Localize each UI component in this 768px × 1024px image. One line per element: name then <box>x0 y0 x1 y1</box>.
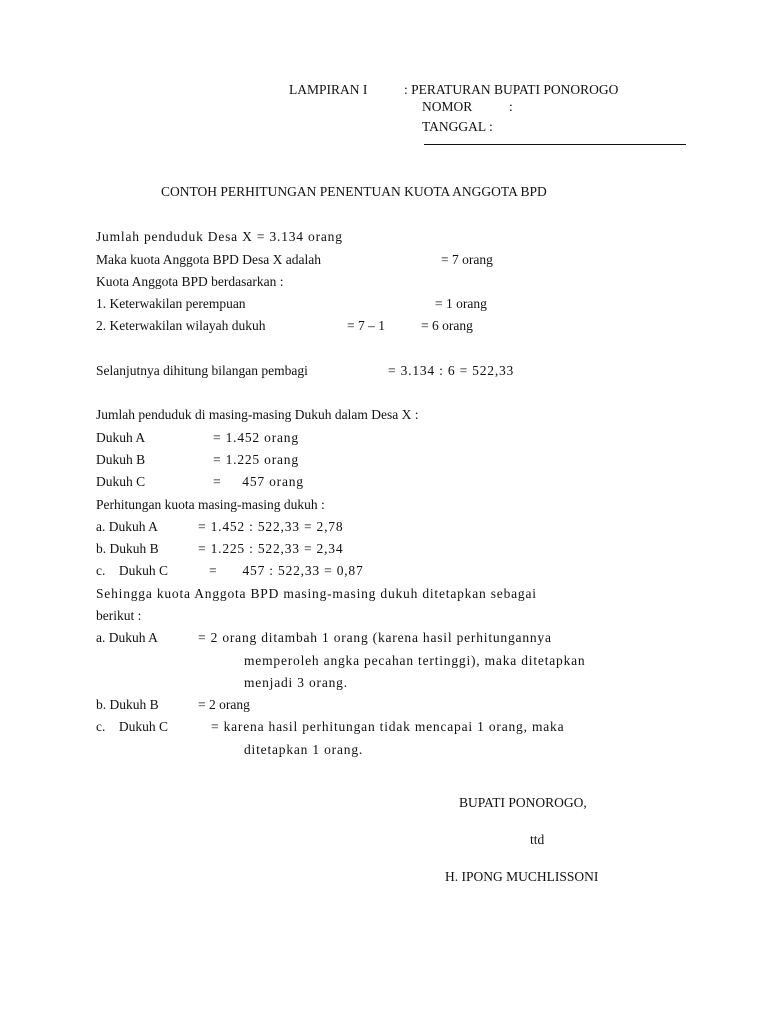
dukuh-c-penduduk: = 457 orang <box>213 474 304 489</box>
penetapan-a-line-2: memperoleh angka pecahan tertinggi), maka ditetapkan <box>244 653 586 668</box>
maka-kuota-label: Maka kuota Anggota BPD Desa X adalah <box>96 252 321 267</box>
perhitungan-b-value: = 1.225 : 522,33 = 2,34 <box>198 541 344 556</box>
signature-name: H. IPONG MUCHLISSONI <box>445 869 599 884</box>
perhitungan-c-value: = 457 : 522,33 = 0,87 <box>209 563 364 578</box>
dukuh-b-label: Dukuh B <box>96 452 146 467</box>
penetapan-a-label: a. Dukuh A <box>96 630 158 645</box>
perhitungan-b-label: b. Dukuh B <box>96 541 159 556</box>
sehingga-line-2: berikut : <box>96 608 142 623</box>
nomor-colon: : <box>509 99 513 114</box>
header-underline <box>424 144 686 145</box>
penetapan-a-line-3: menjadi 3 orang. <box>244 675 348 690</box>
dukuh-a-penduduk: = 1.452 orang <box>213 430 299 445</box>
perhitungan-c-label: c. Dukuh C <box>96 563 168 578</box>
dukuh-b-penduduk: = 1.225 orang <box>213 452 299 467</box>
penetapan-c-line-1: = karena hasil perhitungan tidak mencapai 1 orang, maka <box>211 719 565 734</box>
perhitungan-a-label: a. Dukuh A <box>96 519 158 534</box>
lampiran-label: LAMPIRAN I <box>289 82 368 97</box>
peraturan-title: : PERATURAN BUPATI PONOROGO <box>404 82 619 97</box>
maka-kuota-value: = 7 orang <box>441 252 493 267</box>
sehingga-line-1: Sehingga kuota Anggota BPD masing-masing dukuh ditetapkan sebagai <box>96 586 537 601</box>
dukuh-c-label: Dukuh C <box>96 474 146 489</box>
document-title: CONTOH PERHITUNGAN PENENTUAN KUOTA ANGGOTA BPD <box>161 184 547 199</box>
jumlah-penduduk-desa: Jumlah penduduk Desa X = 3.134 orang <box>96 229 343 244</box>
dukuh-penduduk-heading: Jumlah penduduk di masing-masing Dukuh dalam Desa X : <box>96 407 419 422</box>
penetapan-b-line-1: = 2 orang <box>198 697 250 712</box>
signature-ttd: ttd <box>530 832 545 847</box>
perhitungan-a-value: = 1.452 : 522,33 = 2,78 <box>198 519 344 534</box>
tanggal-label: TANGGAL : <box>422 119 493 134</box>
nomor-label: NOMOR <box>422 99 473 114</box>
keterwakilan-wilayah-label: 2. Keterwakilan wilayah dukuh <box>96 318 266 333</box>
keterwakilan-wilayah-calc: = 7 – 1 <box>347 318 385 333</box>
pembagi-value: = 3.134 : 6 = 522,33 <box>388 363 515 378</box>
penetapan-b-label: b. Dukuh B <box>96 697 159 712</box>
perhitungan-heading: Perhitungan kuota masing-masing dukuh : <box>96 497 325 512</box>
keterwakilan-perempuan-value: = 1 orang <box>435 296 487 311</box>
pembagi-label: Selanjutnya dihitung bilangan pembagi <box>96 363 308 378</box>
dukuh-a-label: Dukuh A <box>96 430 146 445</box>
keterwakilan-perempuan-label: 1. Keterwakilan perempuan <box>96 296 246 311</box>
penetapan-a-line-1: = 2 orang ditambah 1 orang (karena hasil perhitungannya <box>198 630 552 645</box>
keterwakilan-wilayah-value: = 6 orang <box>421 318 473 333</box>
penetapan-c-label: c. Dukuh C <box>96 719 168 734</box>
signature-title: BUPATI PONOROGO, <box>459 795 587 810</box>
penetapan-c-line-2: ditetapkan 1 orang. <box>244 742 364 757</box>
kuota-berdasarkan: Kuota Anggota BPD berdasarkan : <box>96 274 284 289</box>
